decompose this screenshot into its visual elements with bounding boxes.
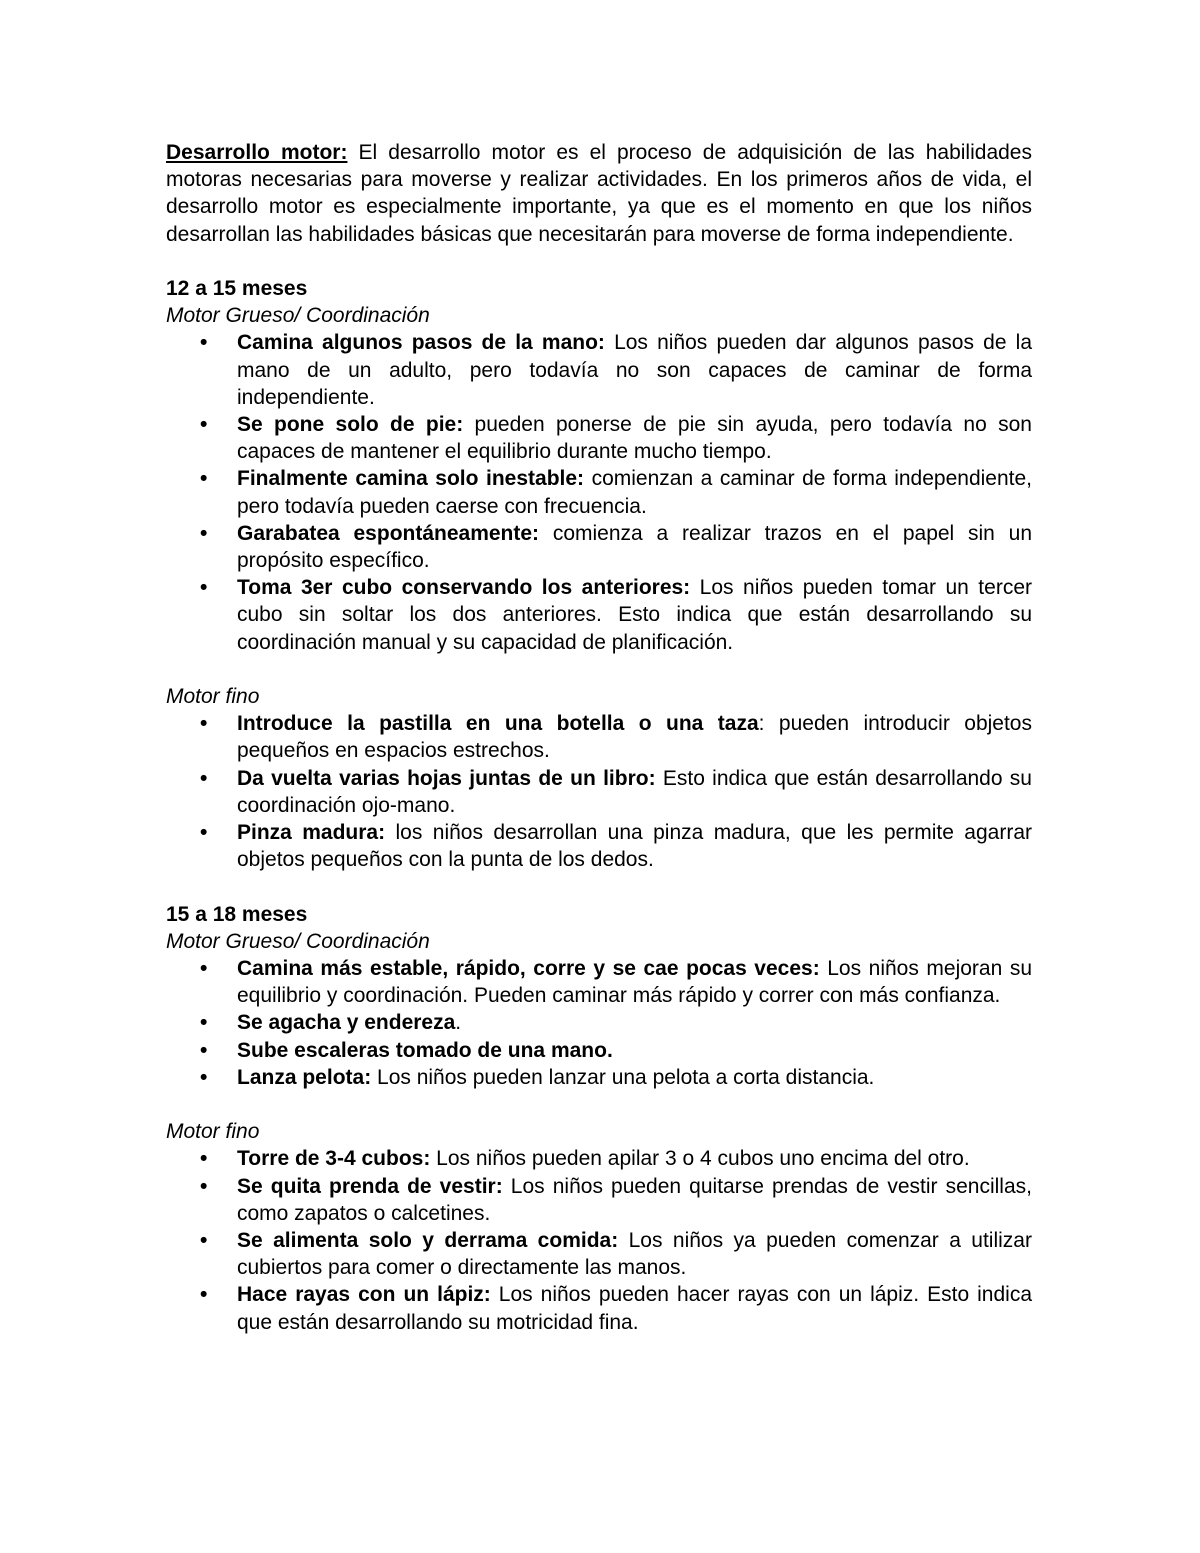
intro-text: El desarrollo motor es el proceso de adquisición de las habilidades motoras necesarias para moverse y realizar actividades. En los primeros años de vida, el desarrollo motor es especialmente importante, ya que es el momento en que los niños desarrollan las habilidades básicas que necesitarán para moverse de forma independiente.	[166, 141, 1032, 246]
intro-term: Desarrollo motor:	[166, 141, 348, 164]
list-item	[166, 710, 1032, 764]
bullet-icon: •	[200, 1174, 208, 1198]
item-term: Hace rayas con un lápiz:	[237, 1283, 491, 1307]
item-text: .	[455, 1011, 462, 1035]
list-item	[166, 819, 1032, 873]
list-item	[166, 520, 1032, 574]
item-text: pueden ponerse de pie sin ayuda, pero todavía no son capaces de mantener el equilibrio durante mucho tiempo.	[237, 413, 1032, 464]
item-text: Los niños ya pueden comenzar a utilizar cubiertos para comer o directamente las manos.	[237, 1229, 1032, 1280]
bullet-icon: •	[200, 1229, 208, 1253]
list-item	[166, 1173, 1032, 1227]
fine-motor-list	[166, 1145, 1032, 1335]
item-term: Introduce la pastilla en una botella o una taza	[237, 712, 759, 736]
item-text: Los niños pueden hacer rayas con un lápiz. Esto indica que están desarrollando su motricidad fina.	[237, 1283, 1032, 1334]
item-text: Esto indica que están desarrollando su coordinación ojo-mano.	[237, 766, 1032, 817]
gross-motor-list	[166, 955, 1032, 1091]
bullet-icon: •	[200, 576, 208, 600]
section-title: 15 a 18 meses	[166, 902, 308, 926]
list-item	[166, 1009, 1032, 1036]
item-text: Los niños pueden lanzar una pelota a corta distancia.	[371, 1065, 875, 1089]
item-term: Camina algunos pasos de la mano:	[237, 331, 605, 355]
bullet-icon: •	[200, 766, 208, 790]
bullet-icon: •	[200, 467, 208, 491]
gross-motor-label: Motor Grueso/ Coordinación	[166, 929, 430, 953]
item-term: Se alimenta solo y derrama comida:	[237, 1229, 619, 1253]
list-item	[166, 955, 1032, 1009]
item-term: Pinza madura:	[237, 821, 386, 845]
list-item	[166, 1145, 1032, 1172]
list-item	[166, 1227, 1032, 1281]
list-item	[166, 329, 1032, 411]
spacer	[166, 1091, 1032, 1118]
item-term: Garabatea espontáneamente:	[237, 521, 540, 545]
bullet-icon: •	[200, 821, 208, 845]
gross-motor-label: Motor Grueso/ Coordinación	[166, 304, 430, 328]
item-term: Da vuelta varias hojas juntas de un libro:	[237, 766, 656, 790]
bullet-icon: •	[200, 1011, 208, 1035]
fine-motor-label: Motor fino	[166, 685, 260, 709]
item-term: Se pone solo de pie:	[237, 413, 464, 437]
fine-motor-list	[166, 710, 1032, 873]
bullet-icon: •	[200, 1065, 208, 1089]
item-term: Camina más estable, rápido, corre y se cae pocas veces:	[237, 957, 820, 981]
document-page	[166, 139, 1032, 1336]
spacer	[166, 873, 1032, 900]
item-text: Los niños mejoran su equilibrio y coordinación. Pueden caminar más rápido y correr con más confianza.	[237, 957, 1032, 1008]
list-item	[166, 1281, 1032, 1335]
section-title: 12 a 15 meses	[166, 277, 308, 300]
bullet-icon: •	[200, 521, 208, 545]
bullet-icon: •	[200, 957, 208, 981]
bullet-icon: •	[200, 1147, 208, 1171]
item-term: Toma 3er cubo conservando los anteriores:	[237, 576, 691, 600]
bullet-icon: •	[200, 712, 208, 736]
item-term: Sube escaleras tomado de una mano.	[237, 1038, 613, 1062]
bullet-icon: •	[200, 1283, 208, 1307]
bullet-icon: •	[200, 1038, 208, 1062]
item-text: Los niños pueden quitarse prendas de vestir sencillas, como zapatos o calcetines.	[237, 1174, 1032, 1225]
fine-motor-label: Motor fino	[166, 1120, 260, 1144]
item-term: Se agacha y endereza	[237, 1011, 456, 1035]
item-text: Los niños pueden dar algunos pasos de la mano de un adulto, pero todavía no son capaces de caminar de forma independiente.	[237, 331, 1033, 409]
item-term: Lanza pelota:	[237, 1065, 372, 1089]
gross-motor-list	[166, 329, 1032, 655]
intro-paragraph	[166, 139, 1032, 248]
list-item	[166, 411, 1032, 465]
list-item	[166, 574, 1032, 656]
item-term: Finalmente camina solo inestable:	[237, 467, 585, 491]
item-text: : pueden introducir objetos pequeños en espacios estrechos.	[237, 712, 1032, 763]
list-item	[166, 465, 1032, 519]
spacer	[166, 248, 1032, 275]
list-item	[166, 765, 1032, 819]
bullet-icon: •	[200, 331, 208, 355]
item-text: Los niños pueden tomar un tercer cubo sin soltar los dos anteriores. Esto indica que están desarrollando su coordinación manual y su capacidad de planificación.	[237, 576, 1032, 654]
item-term: Torre de 3-4 cubos:	[237, 1147, 431, 1171]
spacer	[166, 656, 1032, 683]
item-text: comienzan a caminar de forma independiente, pero todavía pueden caerse con frecuencia.	[237, 467, 1032, 518]
list-item	[166, 1037, 1032, 1064]
bullet-icon: •	[200, 413, 208, 437]
item-text: los niños desarrollan una pinza madura, que les permite agarrar objetos pequeños con la punta de los dedos.	[237, 821, 1032, 872]
item-term: Se quita prenda de vestir:	[237, 1174, 503, 1198]
item-text: comienza a realizar trazos en el papel sin un propósito específico.	[237, 521, 1032, 573]
item-text: Los niños pueden apilar 3 o 4 cubos uno encima del otro.	[430, 1147, 970, 1171]
list-item	[166, 1064, 1032, 1091]
